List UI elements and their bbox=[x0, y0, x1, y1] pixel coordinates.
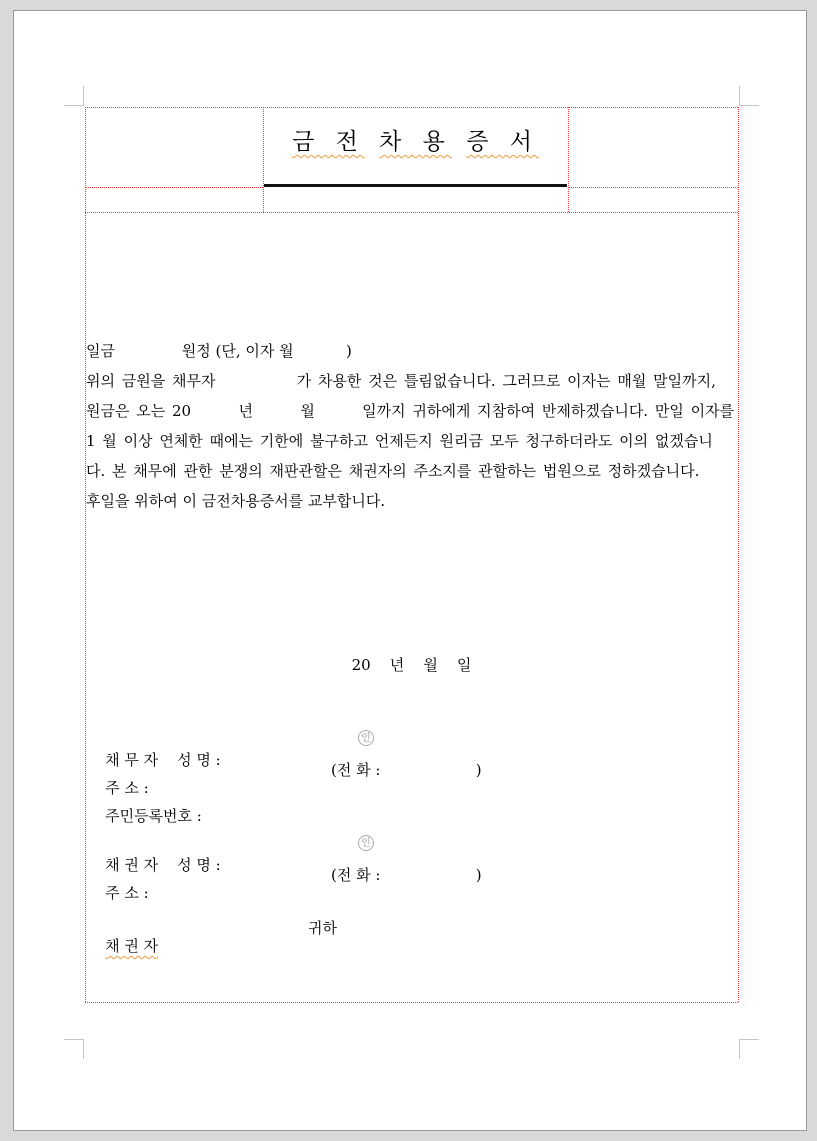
body-paragraph bbox=[86, 336, 738, 516]
crop-mark-top-left-icon bbox=[64, 86, 84, 106]
seal-icon: 인 bbox=[358, 835, 374, 851]
crop-mark-top-right-icon bbox=[739, 86, 759, 106]
debtor-address-row bbox=[86, 759, 738, 797]
crop-mark-bottom-right-icon bbox=[739, 1039, 759, 1059]
title-word-1: 금 전 bbox=[292, 129, 365, 155]
crop-mark-bottom-left-icon bbox=[64, 1039, 84, 1059]
text-boundary-top bbox=[85, 107, 738, 108]
text-boundary-header-left bbox=[85, 187, 263, 188]
date-line: 20 년 월 일 bbox=[351, 656, 472, 674]
creditor-address-row bbox=[86, 864, 738, 902]
debtor-id-label: 주민등록번호 : bbox=[105, 807, 202, 825]
creditor-name-label: 채 권 자 성 명 : bbox=[105, 856, 221, 874]
seal-icon: 인 bbox=[358, 730, 374, 746]
text-boundary-header-bottom bbox=[85, 212, 738, 213]
debtor-address-label: 주 소 : bbox=[105, 779, 149, 797]
text-boundary-header-right bbox=[568, 187, 738, 188]
debtor-phone-label: (전 화 : ) bbox=[331, 761, 482, 779]
debtor-name-row bbox=[86, 731, 738, 769]
body-line-amount: 일금 원정 (단, 이자 월 ) bbox=[86, 342, 352, 360]
body-line-3: 원금은 오는 20 년 월 일까지 귀하에게 지참하여 반제하겠습니다. 만일 이자를 bbox=[86, 402, 735, 420]
text-boundary-titlebox-right bbox=[568, 107, 569, 212]
creditor-phone-label: (전 화 : ) bbox=[331, 866, 482, 884]
debtor-id-row bbox=[86, 787, 738, 825]
text-boundary-right bbox=[738, 107, 739, 1002]
title-double-rule bbox=[264, 184, 567, 187]
page-title bbox=[263, 123, 568, 156]
text-boundary-bottom bbox=[85, 1002, 738, 1003]
body-line-4: 1 월 이상 연체한 때에는 기한에 불구하고 언제든지 원리금 모두 청구하더라도 이의 없겠습니 bbox=[86, 432, 713, 450]
document-page[interactable] bbox=[13, 10, 807, 1131]
body-line-6: 후일을 위하여 이 금전차용증서를 교부합니다. bbox=[86, 492, 386, 510]
creditor-name-row bbox=[86, 836, 738, 874]
closing-honorific: 귀하 bbox=[308, 919, 337, 937]
closing-row bbox=[86, 917, 738, 955]
debtor-name-label: 채 무 자 성 명 : bbox=[105, 751, 221, 769]
creditor-address-label: 주 소 : bbox=[105, 884, 149, 902]
title-word-2: 차 용 bbox=[379, 129, 452, 155]
title-word-3: 증 서 bbox=[466, 129, 539, 155]
body-line-2: 위의 금원을 채무자 가 차용한 것은 틀림없습니다. 그러므로 이자는 매월 말일까지, bbox=[86, 372, 716, 390]
closing-creditor-label: 채 권 자 bbox=[105, 937, 159, 955]
body-line-5: 다. 본 채무에 관한 분쟁의 재판관할은 채권자의 주소지를 관할하는 법원으로 정하겠습니다. bbox=[86, 462, 700, 480]
